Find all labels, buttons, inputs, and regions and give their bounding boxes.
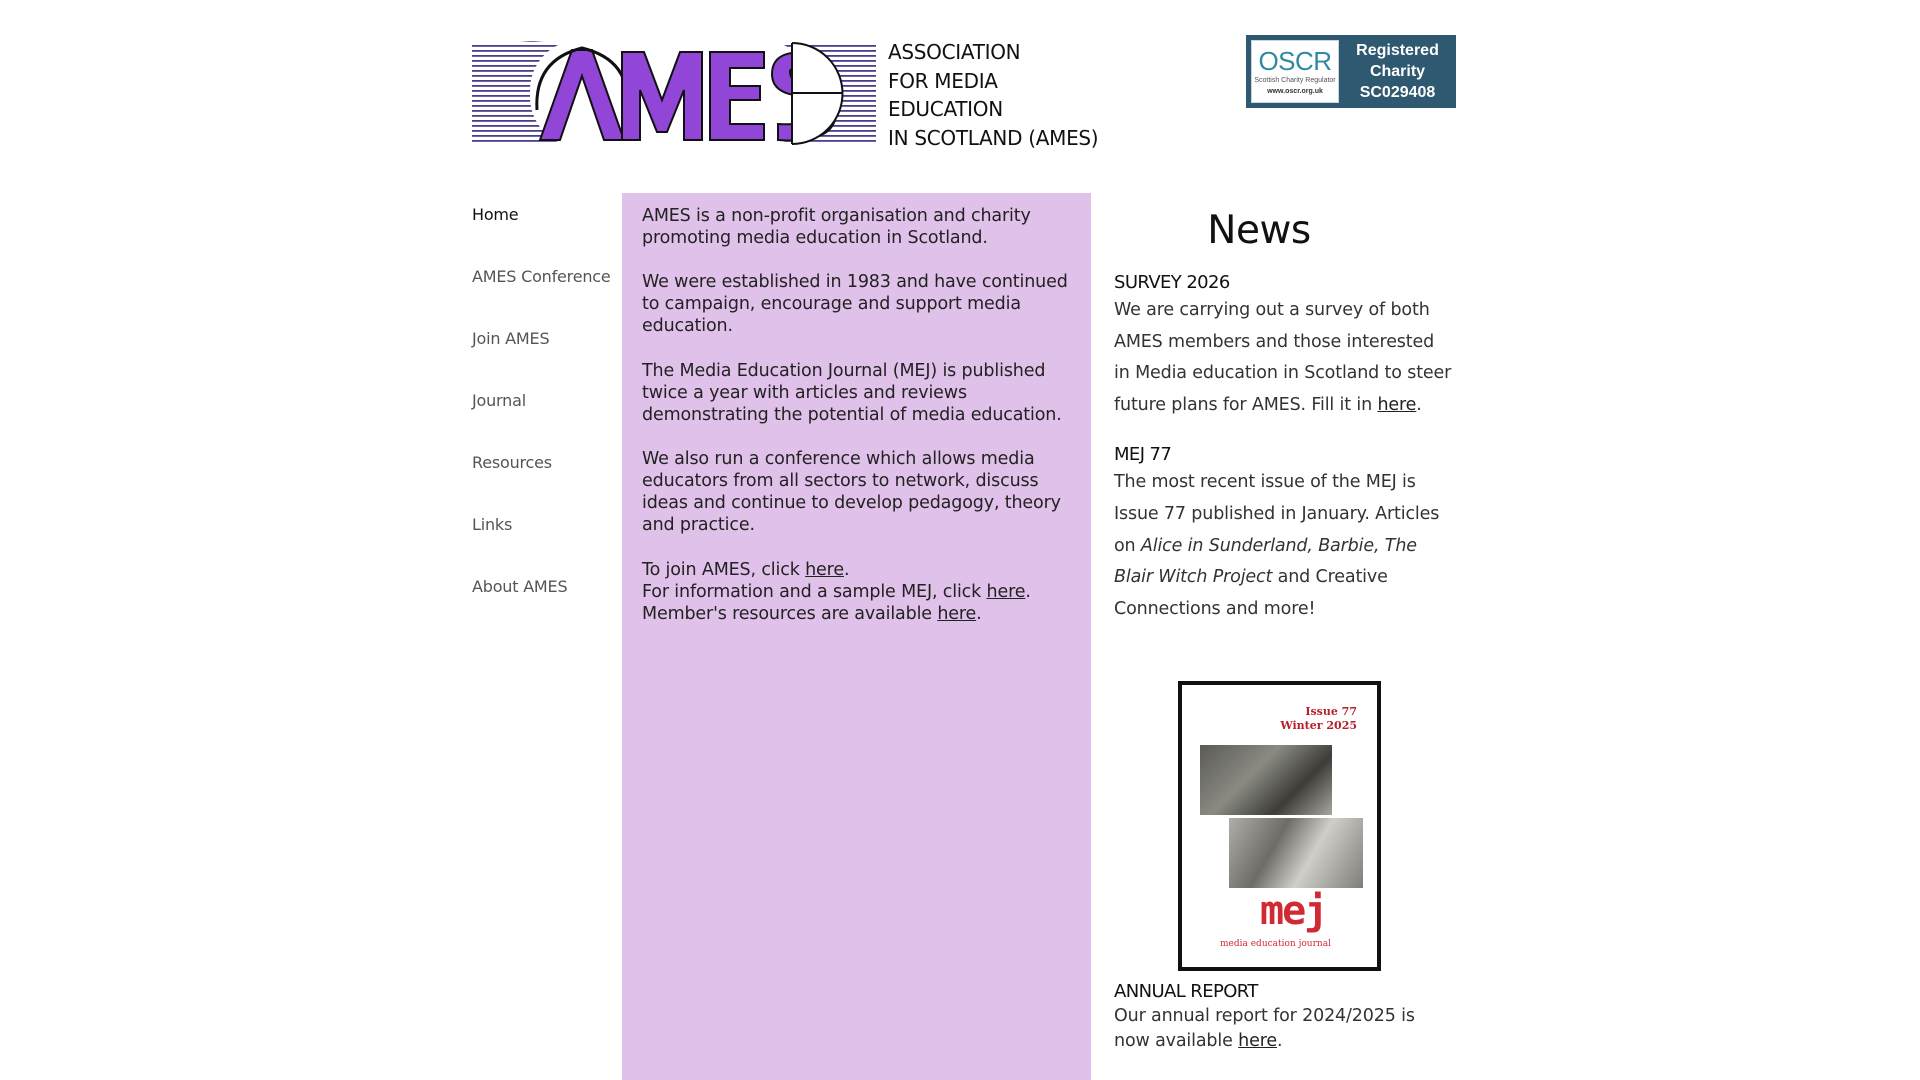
info-period: . xyxy=(1025,581,1031,602)
mej-italic-titles: Alice in Sunderland, Barbie, The Blair Witch Project xyxy=(1114,535,1417,588)
cover-photo-forest xyxy=(1200,745,1332,815)
cover-issue-number: Issue 77 xyxy=(1305,705,1357,718)
cover-subtitle: media education journal xyxy=(1220,939,1331,949)
annual-report-title: ANNUAL REPORT xyxy=(1114,981,1258,1002)
org-name-line: FOR MEDIA xyxy=(888,68,998,93)
annual-report-here-link[interactable]: here xyxy=(1238,1030,1277,1051)
nav-item-ames-conference[interactable]: AMES Conference xyxy=(472,267,611,286)
oscr-charity-text xyxy=(1339,40,1456,103)
oscr-line1: Registered xyxy=(1356,42,1439,59)
news-heading: News xyxy=(1207,208,1311,253)
join-line xyxy=(642,559,1072,581)
intro-paragraph: We also run a conference which allows media educators from all sectors to network, discuss ideas and continue to develop pedagogy, theory and practice. xyxy=(642,449,1061,536)
oscr-url: www.oscr.org.uk xyxy=(1267,88,1323,95)
org-name-line: EDUCATION xyxy=(888,97,1003,121)
intro-paragraph: AMES is a non-profit organisation and charity promoting media education in Scotland. xyxy=(642,206,1031,249)
oscr-charity-number: SC029408 xyxy=(1359,84,1436,101)
survey-text: We are carrying out a survey of both AMES members and those interested in Media education in Scotland to steer future plans for AMES. Fill it in xyxy=(1114,300,1452,415)
nav-item-links[interactable]: Links xyxy=(472,515,513,534)
mej-title: MEJ 77 xyxy=(1114,444,1172,466)
main-nav xyxy=(472,205,611,639)
join-prefix: To join AMES, click xyxy=(642,559,806,580)
annual-text: Our annual report for 2024/2025 is now available xyxy=(1114,1006,1415,1051)
intro-paragraph: We were established in 1983 and have continued to campaign, encourage and support media education. xyxy=(642,272,1068,337)
survey-title: SURVEY 2026 xyxy=(1114,272,1230,293)
resources-period: . xyxy=(976,603,982,624)
nav-item-join-ames[interactable]: Join AMES xyxy=(472,329,550,348)
oscr-line2: Charity xyxy=(1369,63,1426,80)
annual-report-section xyxy=(1114,980,1454,1053)
org-name-line: ASSOCIATION xyxy=(888,40,1021,64)
intro-paragraph: The Media Education Journal (MEJ) is published twice a year with articles and reviews demonstrating the potential of media education. xyxy=(642,360,1062,425)
oscr-sub: Scottish Charity Regulator xyxy=(1254,77,1336,84)
resources-prefix: Member's resources are available xyxy=(642,603,938,624)
cover-issue-season: Winter 2025 xyxy=(1280,719,1357,732)
oscr-abbr: OSCR xyxy=(1258,46,1332,76)
survey-here-link[interactable]: here xyxy=(1377,394,1417,415)
cover-issue xyxy=(1280,705,1357,733)
survey-body xyxy=(1114,295,1454,421)
resources-here-link[interactable]: here xyxy=(937,603,977,624)
nav-item-home[interactable]: Home xyxy=(472,205,519,224)
survey-end: . xyxy=(1416,394,1422,415)
news-column xyxy=(1114,205,1454,625)
cover-photo-sketch xyxy=(1229,818,1363,888)
annual-end: . xyxy=(1276,1030,1283,1051)
info-prefix: For information and a sample MEJ, click xyxy=(642,581,987,602)
ames-logo[interactable] xyxy=(472,40,876,147)
join-period: . xyxy=(843,559,850,580)
nav-item-journal[interactable]: Journal xyxy=(472,391,526,410)
sample-mej-here-link[interactable]: here xyxy=(986,581,1026,602)
mej-prefix: The most recent issue of the MEJ is Issue 77 published in January. Articles on xyxy=(1114,472,1440,556)
join-here-link[interactable]: here xyxy=(805,559,844,580)
org-name-line: IN SCOTLAND (AMES) xyxy=(888,125,1099,150)
oscr-registered-charity-badge[interactable] xyxy=(1246,35,1456,108)
annual-report-body xyxy=(1114,1004,1454,1053)
mej-body xyxy=(1114,467,1454,625)
info-line xyxy=(642,581,1072,603)
oscr-logo xyxy=(1251,40,1339,103)
nav-item-resources[interactable]: Resources xyxy=(472,453,552,472)
resources-line xyxy=(642,603,1072,625)
intro-text xyxy=(642,205,1072,625)
mej-77-cover-image[interactable] xyxy=(1178,681,1381,971)
nav-item-about-ames[interactable]: About AMES xyxy=(472,577,568,596)
cover-mej-logo: mej xyxy=(1260,888,1327,934)
mej-suffix: and Creative Connections and more! xyxy=(1114,567,1388,619)
org-name xyxy=(888,38,1098,152)
